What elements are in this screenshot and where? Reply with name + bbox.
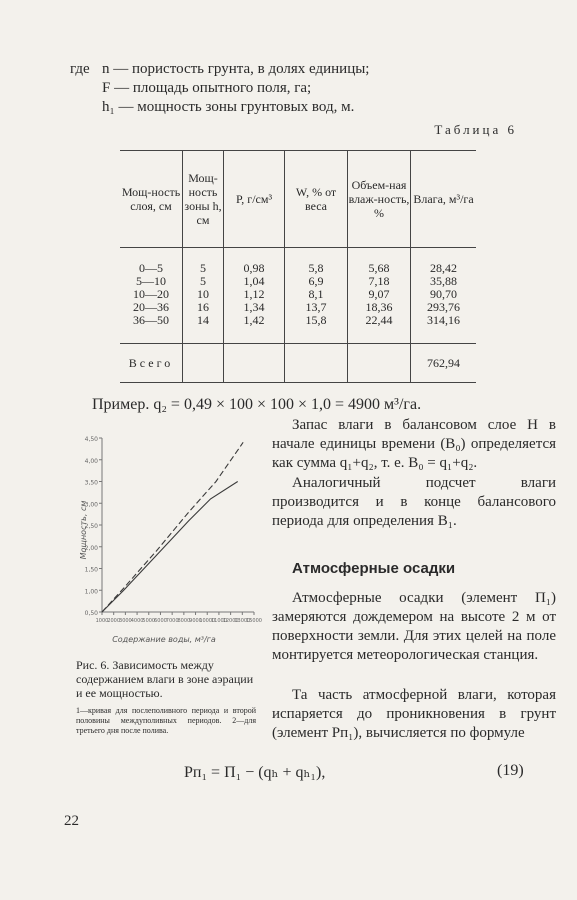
x-tick-label: 4000 (130, 618, 144, 624)
series-line-1 (102, 482, 238, 613)
cell (183, 344, 224, 383)
cell: 1,12 (243, 287, 265, 301)
cell (348, 344, 411, 383)
definitions (70, 60, 369, 117)
cell: 13,7 (305, 300, 327, 314)
x-tick-label: 6000 (154, 618, 167, 624)
x-tick-label: 1000 (95, 618, 109, 624)
x-tick-label: 12000 (222, 618, 239, 624)
cell (285, 344, 348, 383)
y-tick-label: 4,50 (84, 436, 98, 443)
example-formula: Пример. q₂ = 0,49 × 100 × 100 × 1,0 = 4900 м³/га. (92, 396, 422, 413)
cell: 8,1 (308, 287, 324, 301)
cell: 15,8 (305, 313, 327, 327)
col-header-moisture: Влага, м³/га (411, 151, 477, 248)
col-volumetric (348, 248, 411, 344)
cell: 7,18 (368, 274, 390, 288)
col-header-zone: Мощ-ность зоны h, см (183, 151, 224, 248)
cell: 18,36 (365, 300, 393, 314)
y-axis-label: Мощность, см (79, 500, 88, 560)
x-axis-label: Содержание воды, м³/га (112, 635, 216, 644)
table-total-row (120, 344, 476, 383)
table-caption: Таблица 6 (434, 122, 517, 137)
moisture-depth-chart (78, 430, 262, 656)
x-tick-label: 15000 (246, 618, 262, 624)
y-tick-label: 1,00 (84, 588, 98, 596)
table-header-row (120, 151, 476, 248)
cell: 5 (200, 274, 206, 288)
x-tick-label: 10000 (199, 618, 216, 624)
cell: 9,07 (368, 287, 390, 301)
cell: 1,42 (243, 313, 265, 327)
figure-chart (78, 430, 262, 661)
col-header-layer: Мощ-ность слоя, см (120, 151, 183, 248)
cell: 14 (197, 313, 209, 327)
definition-line (70, 60, 369, 79)
definition-lead: где (70, 61, 90, 77)
cell: 293,76 (427, 300, 460, 314)
cell: 0,98 (243, 261, 265, 275)
cell: 5,68 (368, 261, 390, 275)
cell: 1,04 (243, 274, 265, 288)
cell: 90,70 (430, 287, 457, 301)
y-tick-label: 4,00 (84, 457, 98, 465)
equation-number: (19) (497, 762, 524, 779)
cell: 0—5 (139, 261, 163, 275)
x-tick-label: 9000 (189, 618, 202, 624)
col-density (224, 248, 285, 344)
cell (224, 344, 285, 383)
y-tick-label: 0,50 (84, 610, 98, 617)
cell: 28,42 (430, 261, 457, 275)
paragraph: Запас влаги в балансовом слое H в начале единицы времени (B₀) определяется как сумма q₁+q₂, т. е. B₀ = q₁+q₂. (272, 417, 556, 471)
page-number: 22 (64, 813, 79, 829)
section-heading: Атмосферные осадки (292, 560, 456, 577)
paragraph: Атмосферные осадки (элемент Π₁) замеряются дождемером на высоте 2 м от поверхности земли. Для этих целей на поле монтируется метеорологическая станция. (272, 590, 556, 663)
data-table (120, 150, 476, 383)
cell: 22,44 (365, 313, 393, 327)
col-header-density: P, г/см³ (224, 151, 285, 248)
definition-line (70, 79, 369, 98)
x-tick-label: 3000 (119, 618, 132, 624)
cell: 5 (200, 261, 206, 275)
table-data-row (120, 248, 476, 344)
y-tick-label: 1,50 (84, 566, 98, 574)
cell: 35,88 (430, 274, 457, 288)
x-tick-label: 2000 (107, 618, 121, 624)
y-tick-label: 3,00 (84, 501, 98, 509)
x-tick-label: 13000 (234, 618, 251, 624)
formula: Pп₁ = Π₁ − (qₕ + qₕ₁), (184, 764, 326, 781)
definition-text: F — площадь опытного поля, га; (102, 80, 312, 96)
series-line-2 (102, 442, 243, 612)
x-tick-label: 11000 (210, 618, 227, 624)
y-tick-label: 2,50 (84, 523, 98, 530)
col-weight (285, 248, 348, 344)
cell: 6,9 (308, 274, 324, 288)
total-value: 762,94 (411, 344, 477, 383)
cell: 10 (197, 287, 209, 301)
cell: 1,34 (243, 300, 265, 314)
x-tick-label: 8000 (177, 618, 191, 624)
y-tick-label: 3,50 (84, 479, 98, 487)
cell: 16 (197, 300, 209, 314)
paragraph: Та часть атмосферной влаги, которая испаряется до проникновения в грунт (элемент Pп₁), вычисляется по формуле (272, 687, 556, 741)
x-tick-label: 5000 (142, 618, 156, 624)
col-moisture (411, 248, 477, 344)
definition-text: n — пористость грунта, в долях единицы; (102, 61, 370, 77)
definition-line (70, 98, 369, 117)
figure-caption: Рис. 6. Зависимость между содержанием влаги в зоне аэрации и ее мощностью. (76, 658, 254, 700)
y-tick-label: 2,00 (84, 544, 98, 552)
col-header-weight: W, % от веса (285, 151, 348, 248)
definition-text: h₁ — мощность зоны грунтовых вод, м. (102, 99, 355, 115)
x-tick-label: 7000 (165, 618, 179, 624)
cell: 20—36 (133, 300, 169, 314)
cell: 5—10 (136, 274, 166, 288)
cell: 36—50 (133, 313, 169, 327)
col-layer (120, 248, 183, 344)
cell: 10—20 (133, 287, 169, 301)
paragraph: Аналогичный подсчет влаги производится и в конце балансового периода для определения B₁. (272, 475, 556, 529)
col-header-volumetric: Объем-ная влаж-ность, % (348, 151, 411, 248)
cell: 5,8 (308, 261, 324, 275)
figure-caption-block (76, 658, 256, 736)
total-label: Всего (120, 344, 183, 383)
col-zone (183, 248, 224, 344)
cell: 314,16 (427, 313, 460, 327)
figure-legend: 1—кривая для послеполивного периода и второй половины междуполивных периодов. 2—для третьего дня после полива. (76, 706, 256, 735)
